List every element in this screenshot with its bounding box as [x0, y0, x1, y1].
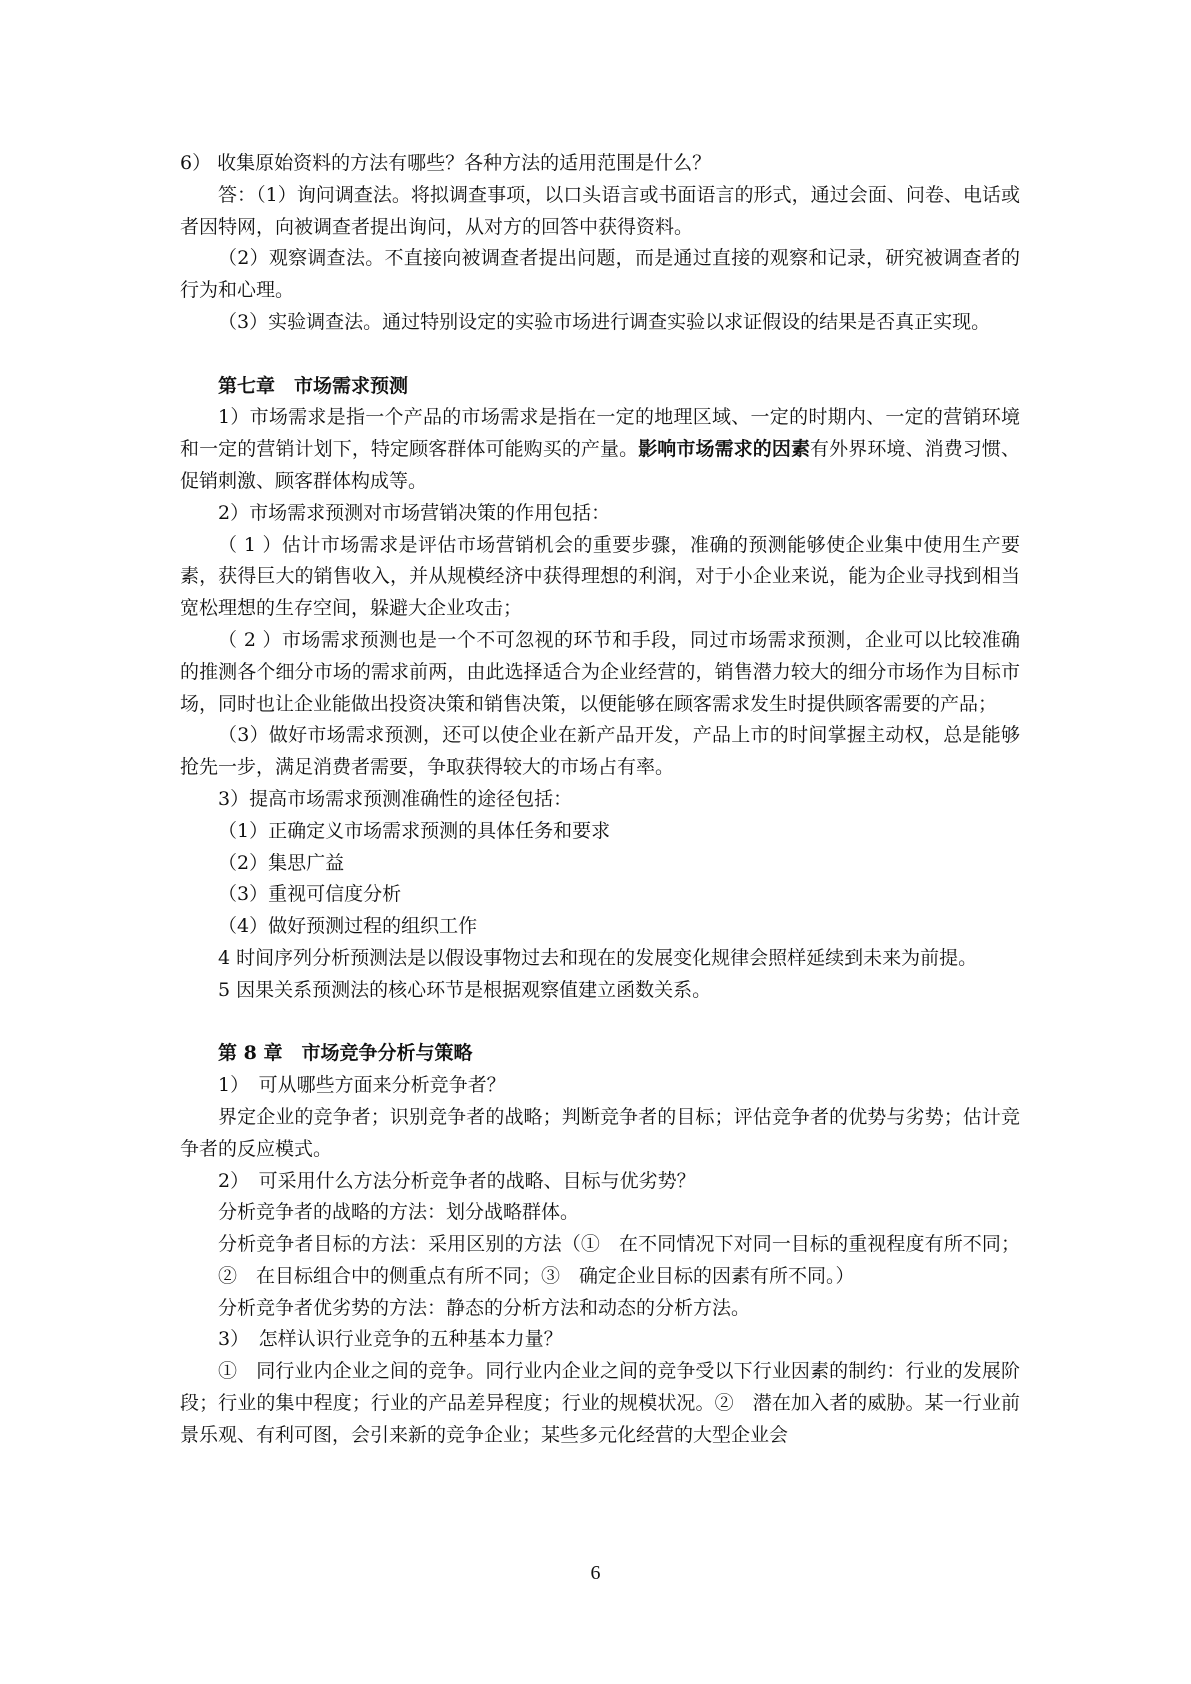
ch7-point-2-item-2: （ 2 ）市场需求预测也是一个不可忽视的环节和手段，同过市场需求预测，企业可以比较准确的推测各个细分市场的需求前两，由此选择适合为企业经营的，销售潜力较大的细分市场作为目标市场，同时也让企业能做出投资决策和销售决策，以便能够在顾客需求发生时提供顾客需要的产品；: [180, 628, 1020, 715]
ch7-point-1: [180, 402, 1020, 497]
ch8-answer-1: 界定企业的竞争者；识别竞争者的战略；判断竞争者的目标；评估竞争者的优势与劣势；估计竞争者的反应模式。: [180, 1105, 1020, 1160]
ch7-point-3-item-1: （1）正确定义市场需求预测的具体任务和要求: [218, 819, 611, 842]
answer-3: （3）实验调查法。通过特别设定的实验市场进行调查实验以求证假设的结果是否真正实现。: [218, 310, 991, 333]
answer-2: （2）观察调查法。不直接向被调查者提出问题，而是通过直接的观察和记录，研究被调查者的行为和心理。: [180, 247, 1020, 302]
document-body: [180, 148, 1020, 1452]
answer-1: 答：（1）询问调查法。将拟调查事项，以口头语言或书面语言的形式，通过会面、问卷、电话或者因特网，向被调查者提出询问，从对方的回答中获得资料。: [180, 183, 1020, 238]
ch7-point-3-item-2: （2）集思广益: [218, 851, 345, 874]
ch7-point-3-item-3: （3）重视可信度分析: [218, 883, 402, 906]
ch8-question-1: 1） 可从哪些方面来分析竞争者？: [218, 1074, 506, 1097]
ch7-bold-term: 影响市场需求的因素: [638, 438, 811, 461]
ch7-point-4: 4 时间序列分析预测法是以假设事物过去和现在的发展变化规律会照样延续到未来为前提。: [218, 946, 978, 969]
spacer: [180, 1007, 1020, 1039]
ch8-answer-2b: 分析竞争者目标的方法：采用区别的方法（① 在不同情况下对同一目标的重视程度有所不同；② 在目标组合中的侧重点有所不同；③ 确定企业目标的因素有所不同。）: [218, 1233, 1020, 1287]
ch8-answer-3: ① 同行业内企业之间的竞争。同行业内企业之间的竞争受以下行业因素的制约：行业的发展阶段；行业的集中程度；行业的产品差异程度；行业的规模状况。② 潜在加入者的威胁。某一行业前景乐观、有利可图，会引来新的竞争企业；某些多元化经营的大型企业会: [180, 1360, 1020, 1446]
ch7-point-3-item-4: （4）做好预测过程的组织工作: [218, 915, 478, 938]
ch7-point-3: 3）提高市场需求预测准确性的途径包括：: [218, 787, 573, 810]
ch7-point-1-tail: 有外界环境、消费习惯、促销刺激、顾客群体构成等。: [180, 438, 1020, 492]
ch7-point-2-item-3: （3）做好市场需求预测，还可以使企业在新产品开发，产品上市的时间掌握主动权，总是能够抢先一步，满足消费者需要，争取获得较大的市场占有率。: [180, 724, 1020, 779]
ch8-question-2: 2） 可采用什么方法分析竞争者的战略、目标与优劣势？: [218, 1169, 696, 1192]
ch7-point-2-item-1: （ 1 ）估计市场需求是评估市场营销机会的重要步骤，准确的预测能够使企业集中使用生产要素，获得巨大的销售收入，并从规模经济中获得理想的利润，对于小企业来说，能为企业寻找到相当宽松理想的生存空间，躲避大企业攻击；: [180, 533, 1020, 620]
ch8-question-3: 3） 怎样认识行业竞争的五种基本力量？: [218, 1328, 563, 1351]
ch8-answer-2a: 分析竞争者的战略的方法：划分战略群体。: [218, 1201, 580, 1224]
ch7-point-2: 2）市场需求预测对市场营销决策的作用包括：: [218, 501, 611, 524]
spacer: [180, 339, 1020, 371]
ch7-point-5: 5 因果关系预测法的核心环节是根据观察值建立函数关系。: [218, 978, 712, 1001]
chapter-8-heading: 第 8 章 市场竞争分析与策略: [218, 1042, 473, 1065]
question-6: 6） 收集原始资料的方法有哪些？各种方法的适用范围是什么？: [180, 152, 712, 174]
ch8-answer-2c: 分析竞争者优劣势的方法：静态的分析方法和动态的分析方法。: [218, 1296, 751, 1319]
ch7-point-1-text: 1）市场需求是指一个产品的市场需求是指在一定的地理区域、一定的时期内、一定的营销环境和一定的营销计划下，特定顾客群体可能购买的产量。: [180, 406, 1020, 461]
chapter-7-heading: 第七章 市场需求预测: [218, 374, 409, 397]
page-number: 6: [590, 1562, 601, 1584]
